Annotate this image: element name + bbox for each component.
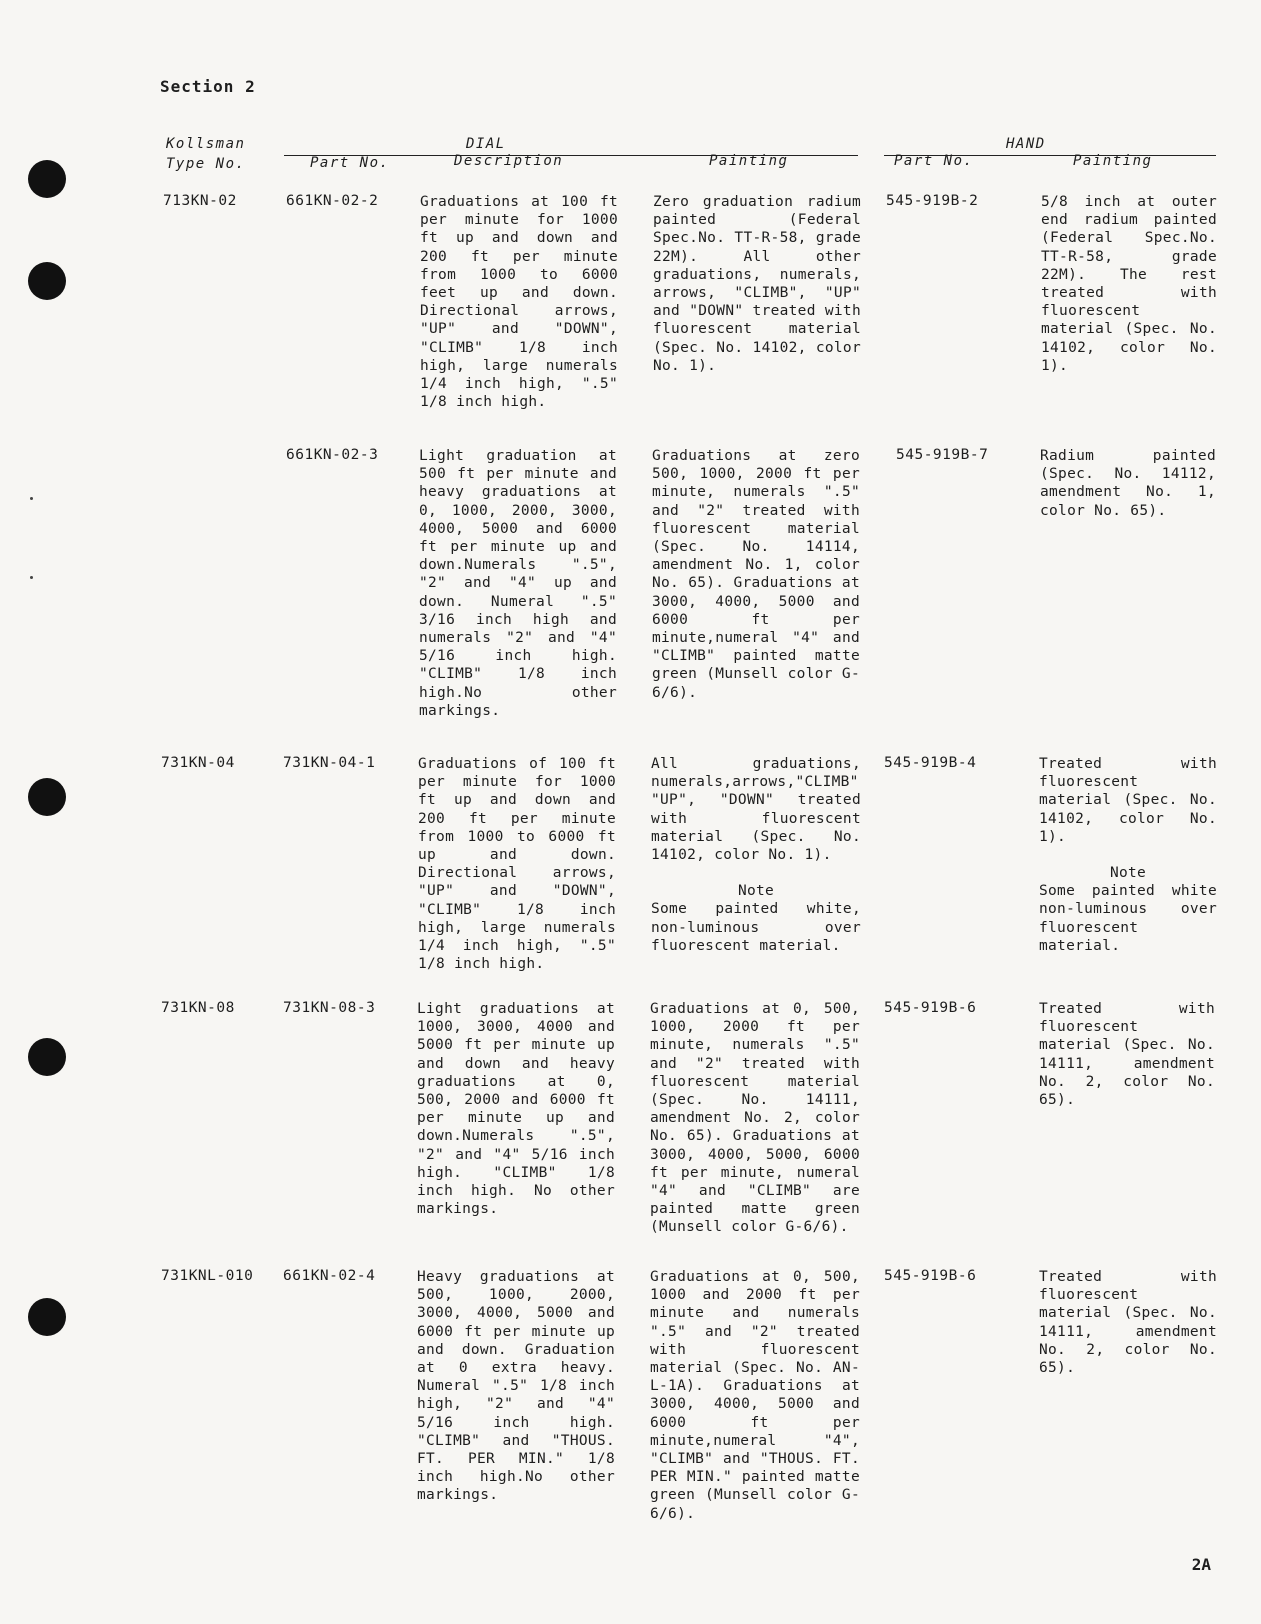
header-kollsman: Kollsman <box>166 136 246 152</box>
dial-part-no: 731KN-04-1 <box>283 755 376 771</box>
dial-description-text: Light graduation at 500 ft per minute and heavy graduations at 0, 1000, 2000, 3000, 4000, 5000 and 6000 ft per minute up and down.Numerals ".5", "2" and "4" up and down. Numeral ".5" 3/16 inch high and numerals "2" and "4" 5/16 inch high. "CLIMB" 1/8 inch high.No other markings. <box>419 448 617 719</box>
hand-painting <box>1039 755 1217 955</box>
dial-note-text: Some painted white, non-luminous over fluorescent material. <box>651 901 861 954</box>
hand-painting <box>1041 193 1217 375</box>
hand-note-label: Note <box>1109 865 1147 882</box>
dial-part-no: 661KN-02-4 <box>283 1268 376 1284</box>
type-no: 731KNL-010 <box>161 1268 254 1284</box>
dial-part-no: 731KN-08-3 <box>283 1000 376 1016</box>
dial-part-no: 661KN-02-2 <box>286 193 379 209</box>
dial-painting-text: Graduations at 0, 500, 1000, 2000 ft per minute, numerals ".5" and "2" treated with fluorescent material (Spec. No. 14111, amendment No. 2, color No. 65). Graduations at 3000, 4000, 5000, 6000 ft per minute, numeral "4" and "CLIMB" are painted matte green (Munsell color G-6/6). <box>650 1001 860 1236</box>
hand-painting-text: Treated with fluorescent material (Spec. No. 14102, color No. 1). <box>1039 756 1217 845</box>
hand-painting-text: Treated with fluorescent material (Spec. No. 14111, amendment No. 2, color No. 65). <box>1039 1001 1215 1109</box>
dial-painting <box>653 193 861 375</box>
hand-painting <box>1039 1268 1217 1377</box>
hand-painting <box>1040 447 1216 520</box>
dial-description <box>418 755 616 973</box>
binder-hole-mark <box>30 497 33 500</box>
type-no: 731KN-04 <box>161 755 235 771</box>
dial-description-text: Light graduations at 1000, 3000, 4000 and 5000 ft per minute up and down and heavy graduations at 0, 500, 2000 and 6000 ft per minute up and down.Numerals ".5", "2" and "4" 5/16 inch high. "CLIMB" 1/8 inch high. No other markings. <box>417 1001 615 1218</box>
dial-painting <box>650 1000 860 1237</box>
dial-painting <box>651 755 861 955</box>
binder-hole <box>28 160 66 198</box>
type-no: 713KN-02 <box>163 193 237 209</box>
dial-painting <box>652 447 860 702</box>
hand-painting <box>1039 1000 1215 1109</box>
hand-painting-text: 5/8 inch at outer end radium painted (Federal Spec.No. TT-R-58, grade 22M). The rest treated with fluorescent material (Spec. No. 14102, color No. 1). <box>1041 194 1217 374</box>
hand-part-no: 545-919B-4 <box>884 755 977 771</box>
header-dial-painting: Painting <box>709 153 789 169</box>
dial-description-text: Graduations of 100 ft per minute for 1000 ft up and down and 200 ft per minute from 1000 to 6000 ft up and down. Directional arrows, "UP" and "DOWN", "CLIMB" 1/8 inch high, large numerals 1/4 inch high, ".5" 1/8 inch high. <box>418 756 616 973</box>
type-no: 731KN-08 <box>161 1000 235 1016</box>
dial-description <box>417 1000 615 1218</box>
dial-description <box>417 1268 615 1505</box>
header-hand-painting: Painting <box>1073 153 1153 169</box>
dial-painting-text: Graduations at 0, 500, 1000 and 2000 ft per minute and numerals ".5" and "2" treated with fluorescent material (Spec. No. AN-L-1A). Graduations at 3000, 4000, 5000 and 6000 ft per minute,numeral "4", "CLIMB" and "THOUS. FT. PER MIN." painted matte green (Munsell color G-6/6). <box>650 1269 860 1522</box>
header-dial-description: Description <box>454 153 564 169</box>
header-type-no: Type No. <box>166 156 246 172</box>
page-number: 2A <box>1191 1555 1211 1574</box>
hand-part-no: 545-919B-6 <box>884 1268 977 1284</box>
hand-part-no: 545-919B-2 <box>886 193 979 209</box>
dial-painting-text: Zero graduation radium painted (Federal Spec.No. TT-R-58, grade 22M). All other graduations, numerals, arrows, "CLIMB", "UP" and "DOWN" treated with fluorescent material (Spec. No. 14102, color No. 1). <box>653 194 861 374</box>
header-dial-part-no: Part No. <box>310 155 390 171</box>
dial-description <box>420 193 618 411</box>
hand-note-text: Some painted white non-luminous over fluorescent material. <box>1039 883 1217 954</box>
header-dial: DIAL <box>466 136 506 152</box>
dial-painting <box>650 1268 860 1523</box>
header-hand: HAND <box>1006 136 1046 152</box>
dial-painting-text: All graduations, numerals,arrows,"CLIMB" "UP", "DOWN" treated with fluorescent material (Spec. No. 14102, color No. 1). <box>651 756 861 864</box>
dial-painting-text: Graduations at zero 500, 1000, 2000 ft per minute, numerals ".5" and "2" treated with fluorescent material (Spec. No. 14114, amendment No. 1, color No. 65). Graduations at 3000, 4000, 5000 and 6000 ft per minute,numeral "4" and "CLIMB" painted matte green (Munsell color G-6/6). <box>652 448 860 701</box>
dial-description-text: Graduations at 100 ft per minute for 1000 ft up and down and 200 ft per minute from 1000 to 6000 feet up and down. Directional arrows, "UP" and "DOWN", "CLIMB" 1/8 inch high, large numerals 1/4 inch high, ".5" 1/8 inch high. <box>420 194 618 411</box>
hand-part-no: 545-919B-6 <box>884 1000 977 1016</box>
section-label: Section 2 <box>160 77 256 96</box>
binder-hole-mark <box>30 576 33 579</box>
binder-hole <box>28 1038 66 1076</box>
dial-part-no: 661KN-02-3 <box>286 447 379 463</box>
binder-hole <box>28 778 66 816</box>
dial-description-text: Heavy graduations at 500, 1000, 2000, 3000, 4000, 5000 and 6000 ft per minute up and down. Graduation at 0 extra heavy. Numeral ".5" 1/8 inch high, "2" and "4" 5/16 inch high. "CLIMB" and "THOUS. FT. PER MIN." 1/8 inch high.No other markings. <box>417 1269 615 1504</box>
hand-painting-text: Radium painted (Spec. No. 14112, amendment No. 1, color No. 65). <box>1040 448 1216 519</box>
binder-hole <box>28 262 66 300</box>
dial-description <box>419 447 617 720</box>
dial-note-label: Note <box>737 883 775 900</box>
header-hand-part-no: Part No. <box>894 153 974 169</box>
binder-hole <box>28 1298 66 1336</box>
hand-painting-text: Treated with fluorescent material (Spec. No. 14111, amendment No. 2, color No. 65). <box>1039 1269 1217 1377</box>
hand-part-no: 545-919B-7 <box>896 447 989 463</box>
